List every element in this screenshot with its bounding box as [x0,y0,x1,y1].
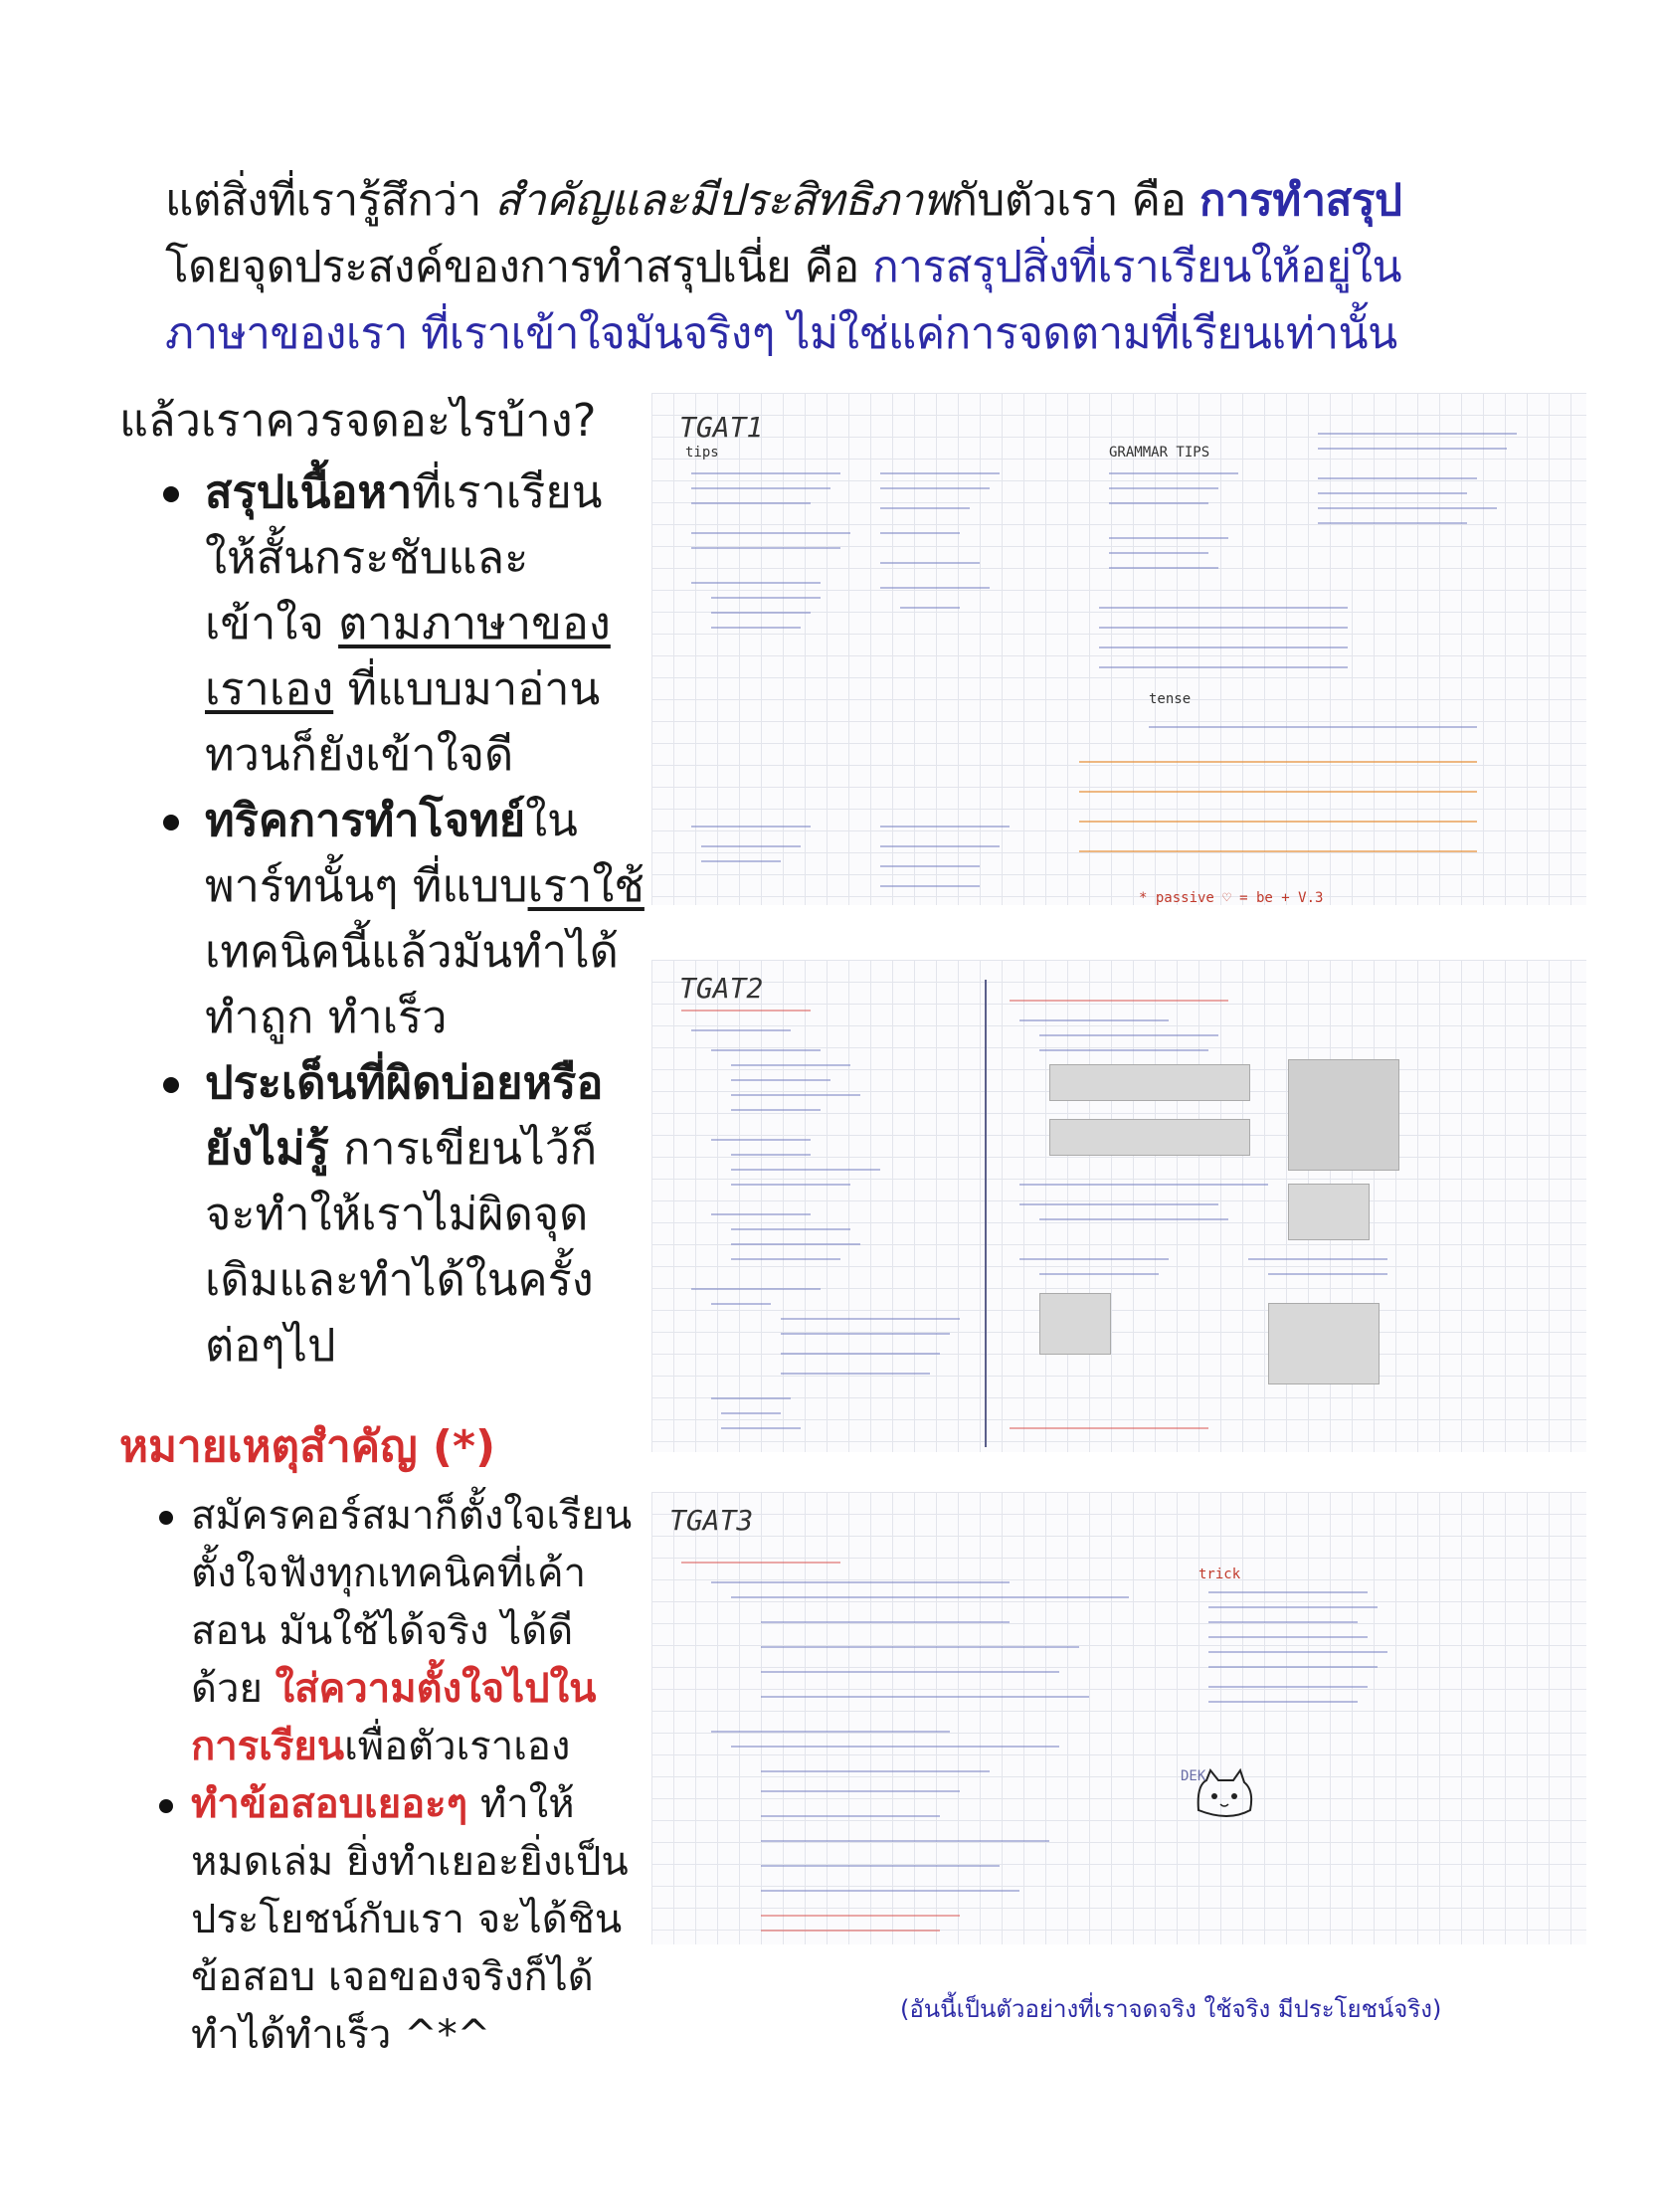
list-item: ทำข้อสอบเยอะๆ ทำให้หมดเล่ม ยิ่งทำเยอะยิ่งเป็นประโยชน์กับเรา จะได้ชินข้อสอบ เจอของจริงก็ได้ทำได้ทำเร็ว ^*^ [159,1775,642,2064]
intro-line-3: ภาษาของเรา ที่เราเข้าใจมันจริงๆ ไม่ใช่แค่การจดตามที่เรียนเท่านั้น [165,308,1397,359]
passive-label: * passive ♡ = be + V.3 [1139,890,1324,905]
tense-label: tense [1149,691,1192,707]
list-item: สมัครคอร์สมาก็ตั้งใจเรียน ตั้งใจฟังทุกเทคนิคที่เค้าสอน มันใช้ได้จริง ได้ดีด้วย ใส่ความตั้งใจไปในการเรียนเพื่อตัวเราเอง [159,1487,642,1775]
list-item: สรุปเนื้อหาที่เราเรียนให้สั้นกระชับและเข้าใจ ตามภาษาของเราเอง ที่แบบมาอ่านทวนก็ยังเข้าใจดี [159,460,646,788]
tips-list [159,460,646,1379]
intro-paragraph [165,167,1558,367]
svg-text:DEK: DEK [1181,1768,1206,1784]
trick-label: trick [1198,1567,1241,1582]
tgat1-subtitle: tips [685,445,719,461]
question-heading: แล้วเราควรจดอะไรบ้าง? [119,394,597,447]
intro-line-1: แต่สิ่งที่เรารู้สึกว่า สำคัญและมีประสิทธิภาพกับตัวเรา คือ การทำสรุป [165,175,1402,226]
tgat2-notes-image [651,960,1586,1452]
list-item: ทริคการทำโจทย์ในพาร์ทนั้นๆ ที่แบบเราใช้เทคนิคนี้แล้วมันทำได้ ทำถูก ทำเร็ว [159,788,646,1050]
intro-line-2: โดยจุดประสงค์ของการทำสรุปเนี่ย คือ การสรุปสิ่งที่เราเรียนให้อยู่ใน [165,242,1402,292]
tgat3-notes-image [651,1492,1586,1944]
tgat3-title: TGAT3 [669,1504,754,1537]
grammar-tips-label: GRAMMAR TIPS [1109,445,1210,461]
tgat1-notes-image [651,393,1586,905]
image-caption: (อันนี้เป็นตัวอย่างที่เราจดจริง ใช้จริง มีประโยชน์จริง) [900,1995,1442,2023]
tgat1-title: TGAT1 [679,411,764,444]
important-note-title: หมายเหตุสำคัญ (*) [119,1421,496,1472]
cat-doodle-icon [1179,1760,1268,1830]
list-item: ประเด็นที่ผิดบ่อยหรือยังไม่รู้ การเขียนไว้ก็จะทำให้เราไม่ผิดจุดเดิมและทำได้ในครั้งต่อๆไป [159,1050,646,1379]
notes-list [159,1487,642,2064]
tgat2-title: TGAT2 [679,972,764,1005]
